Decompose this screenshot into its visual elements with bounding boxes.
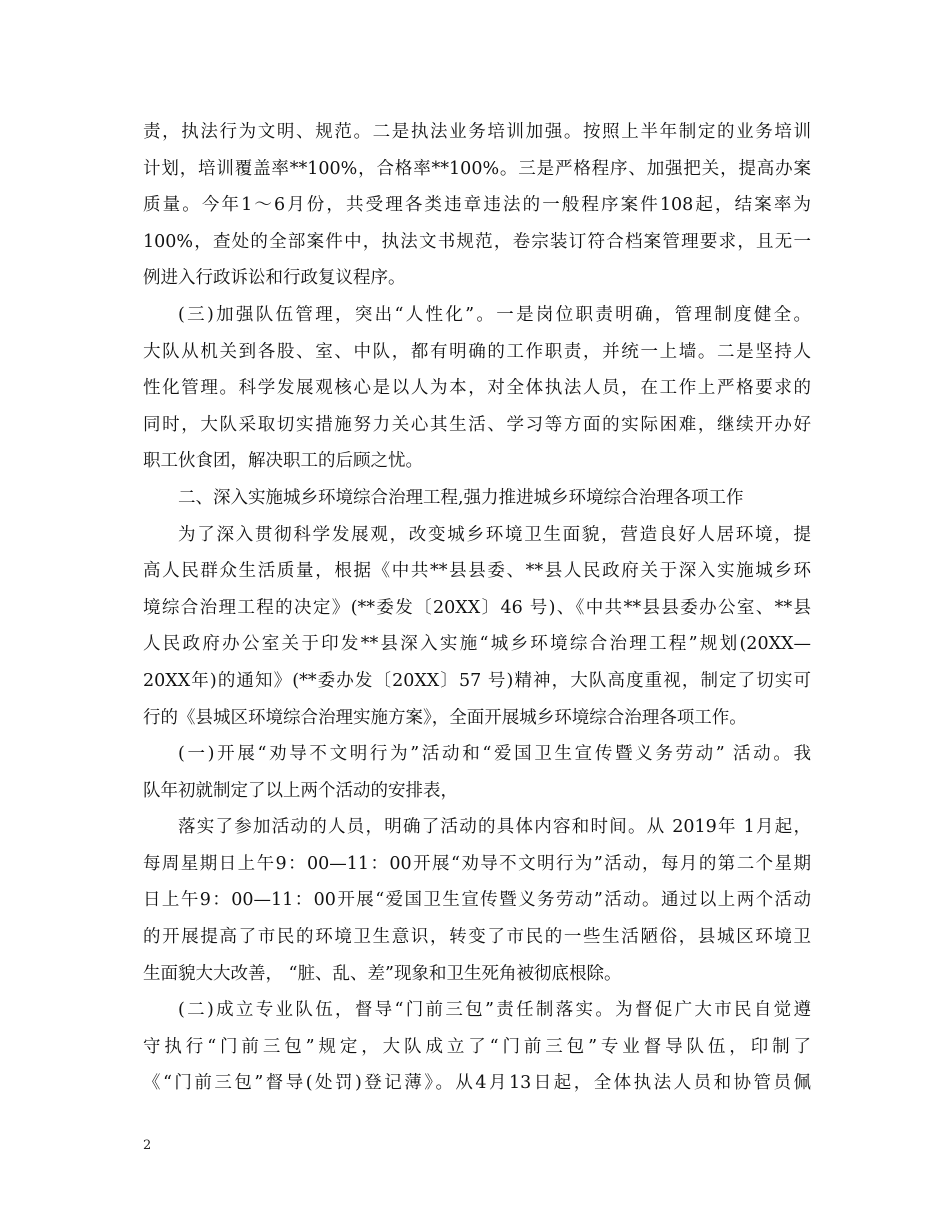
section-heading: 二、深入实施城乡环境综合治理工程,强力推进城乡环境综合治理各项工作 <box>178 487 744 508</box>
text-line: 质量。今年1～6月份，共受理各类违章违法的一般程序案件108起，结案率为 <box>143 195 811 216</box>
text-line: 职工伙食团，解决职工的后顾之忧。 <box>143 451 423 472</box>
text-line: 责，执法行为文明、规范。二是执法业务培训加强。按照上半年制定的业务培训 <box>143 122 811 142</box>
text-line: 人民政府办公室关于印发**县深入实施“城乡环境综合治理工程”规划(20XX— <box>143 634 811 655</box>
text-line: 同时，大队采取切实措施努力关心其生活、学习等方面的实际困难，继续开办好 <box>143 414 811 435</box>
text-line: 队年初就制定了以上两个活动的安排表， <box>143 780 458 801</box>
text-line: 落实了参加活动的人员，明确了活动的具体内容和时间。从 2019年 1月起， <box>178 817 811 838</box>
text-line: 守执行“门前三包”规定，大队成立了“门前三包”专业督导队伍，印制了 <box>143 1036 811 1057</box>
text-line: 例进入行政诉讼和行政复议程序。 <box>143 268 406 289</box>
body-text <box>143 114 811 1102</box>
paragraph-heading-line: (二)成立专业队伍，督导“门前三包”责任制落实。为督促广大市民自觉遵 <box>178 1000 811 1021</box>
paragraph-heading-line: (一)开展“劝导不文明行为”活动和“爱国卫生宣传暨义务劳动” 活动。我 <box>178 744 811 765</box>
text-line: 计划，培训覆盖率**100%，合格率**100%。三是严格程序、加强把关，提高办案 <box>143 158 811 179</box>
text-line: 为了深入贯彻科学发展观，改变城乡环境卫生面貌，营造良好人居环境，提 <box>178 524 811 545</box>
text-line: 大队从机关到各股、室、中队，都有明确的工作职责，并统一上墙。二是坚持人 <box>143 341 811 362</box>
paragraph-heading-line: (三)加强队伍管理，突出“人性化”。一是岗位职责明确，管理制度健全。 <box>178 304 811 325</box>
text-line: 境综合治理工程的决定》(**委发〔20XX〕46 号)、《中共**县县委办公室、**县 <box>143 597 811 618</box>
text-line: 20XX年)的通知》(**委办发〔20XX〕57 号)精神，大队高度重视，制定了切实可 <box>143 670 811 691</box>
text-line: 日上午9：00—11：00开展“爱国卫生宣传暨义务劳动”活动。通过以上两个活动 <box>143 890 811 911</box>
text-line: 高人民群众生活质量，根据《中共**县县委、**县人民政府关于深入实施城乡环 <box>143 561 811 582</box>
text-line: 100%，查处的全部案件中，执法文书规范，卷宗装订符合档案管理要求，且无一 <box>143 231 811 252</box>
text-line: 行的《县城区环境综合治理实施方案》，全面开展城乡环境综合治理各项工作。 <box>143 707 747 728</box>
text-line: 性化管理。科学发展观核心是以人为本，对全体执法人员，在工作上严格要求的 <box>143 378 811 399</box>
page-number: 2 <box>143 1138 152 1153</box>
text-line: 《“门前三包”督导(处罚)登记薄》。从4月13日起，全体执法人员和协管员佩 <box>143 1073 811 1094</box>
text-line: 生面貌大大改善， “脏、乱、差”现象和卫生死角被彻底根除。 <box>143 963 622 984</box>
text-line: 的开展提高了市民的环境卫生意识，转变了市民的一些生活陋俗，县城区环境卫 <box>143 927 811 948</box>
text-line: 每周星期日上午9：00—11：00开展“劝导不文明行为”活动，每月的第二个星期 <box>143 853 811 874</box>
